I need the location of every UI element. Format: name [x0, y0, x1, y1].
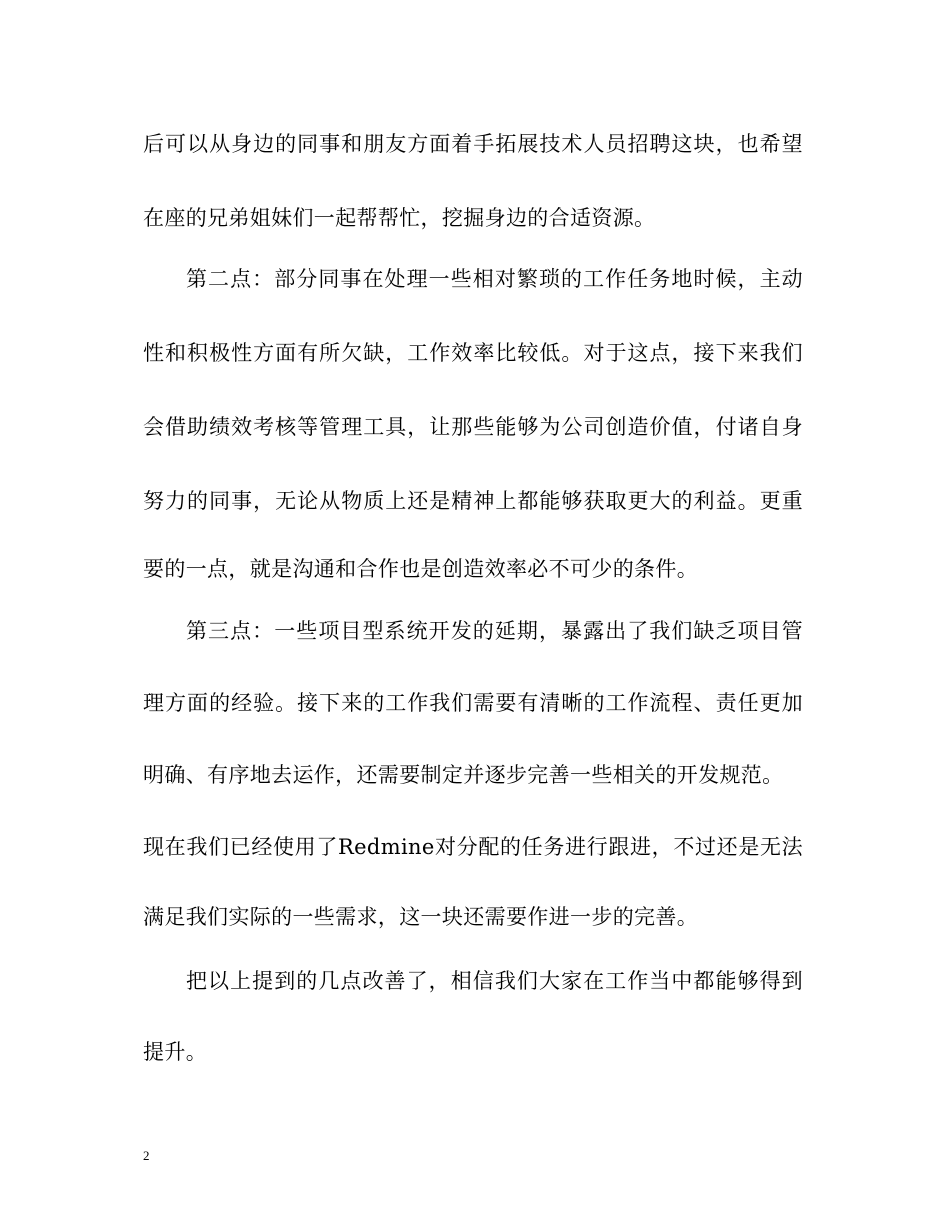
paragraph-line: 在座的兄弟姐妹们一起帮帮忙，挖掘身边的合适资源。 [143, 206, 656, 230]
paragraph-line: 努力的同事，无论从物质上还是精神上都能够获取更大的利益。更重 [143, 489, 803, 513]
paragraph-line: 第二点：部分同事在处理一些相对繁琐的工作任务地时候，主动 [186, 267, 803, 291]
paragraph-line: 明确、有序地去运作，还需要制定并逐步完善一些相关的开发规范。 [143, 763, 784, 787]
paragraph-line: 要的一点，就是沟通和合作也是创造效率必不可少的条件。 [143, 557, 699, 581]
paragraph-line: 性和积极性方面有所欠缺，工作效率比较低。对于这点，接下来我们 [143, 341, 803, 365]
paragraph-line: 提升。 [143, 1040, 208, 1064]
paragraph-line: 现在我们已经使用了Redmine对分配的任务进行跟进，不过还是无法 [143, 835, 803, 859]
page-number: 2 [143, 1148, 150, 1163]
paragraph-line: 满足我们实际的一些需求，这一块还需要作进一步的完善。 [143, 905, 699, 929]
paragraph-line: 会借助绩效考核等管理工具，让那些能够为公司创造价值，付诸自身 [143, 415, 803, 439]
paragraph-line: 把以上提到的几点改善了，相信我们大家在工作当中都能够得到 [186, 969, 803, 993]
paragraph-line: 理方面的经验。接下来的工作我们需要有清晰的工作流程、责任更加 [143, 691, 803, 715]
paragraph-line: 后可以从身边的同事和朋友方面着手拓展技术人员招聘这块，也希望 [143, 132, 803, 156]
paragraph-line: 第三点：一些项目型系统开发的延期，暴露出了我们缺乏项目管 [186, 619, 803, 643]
